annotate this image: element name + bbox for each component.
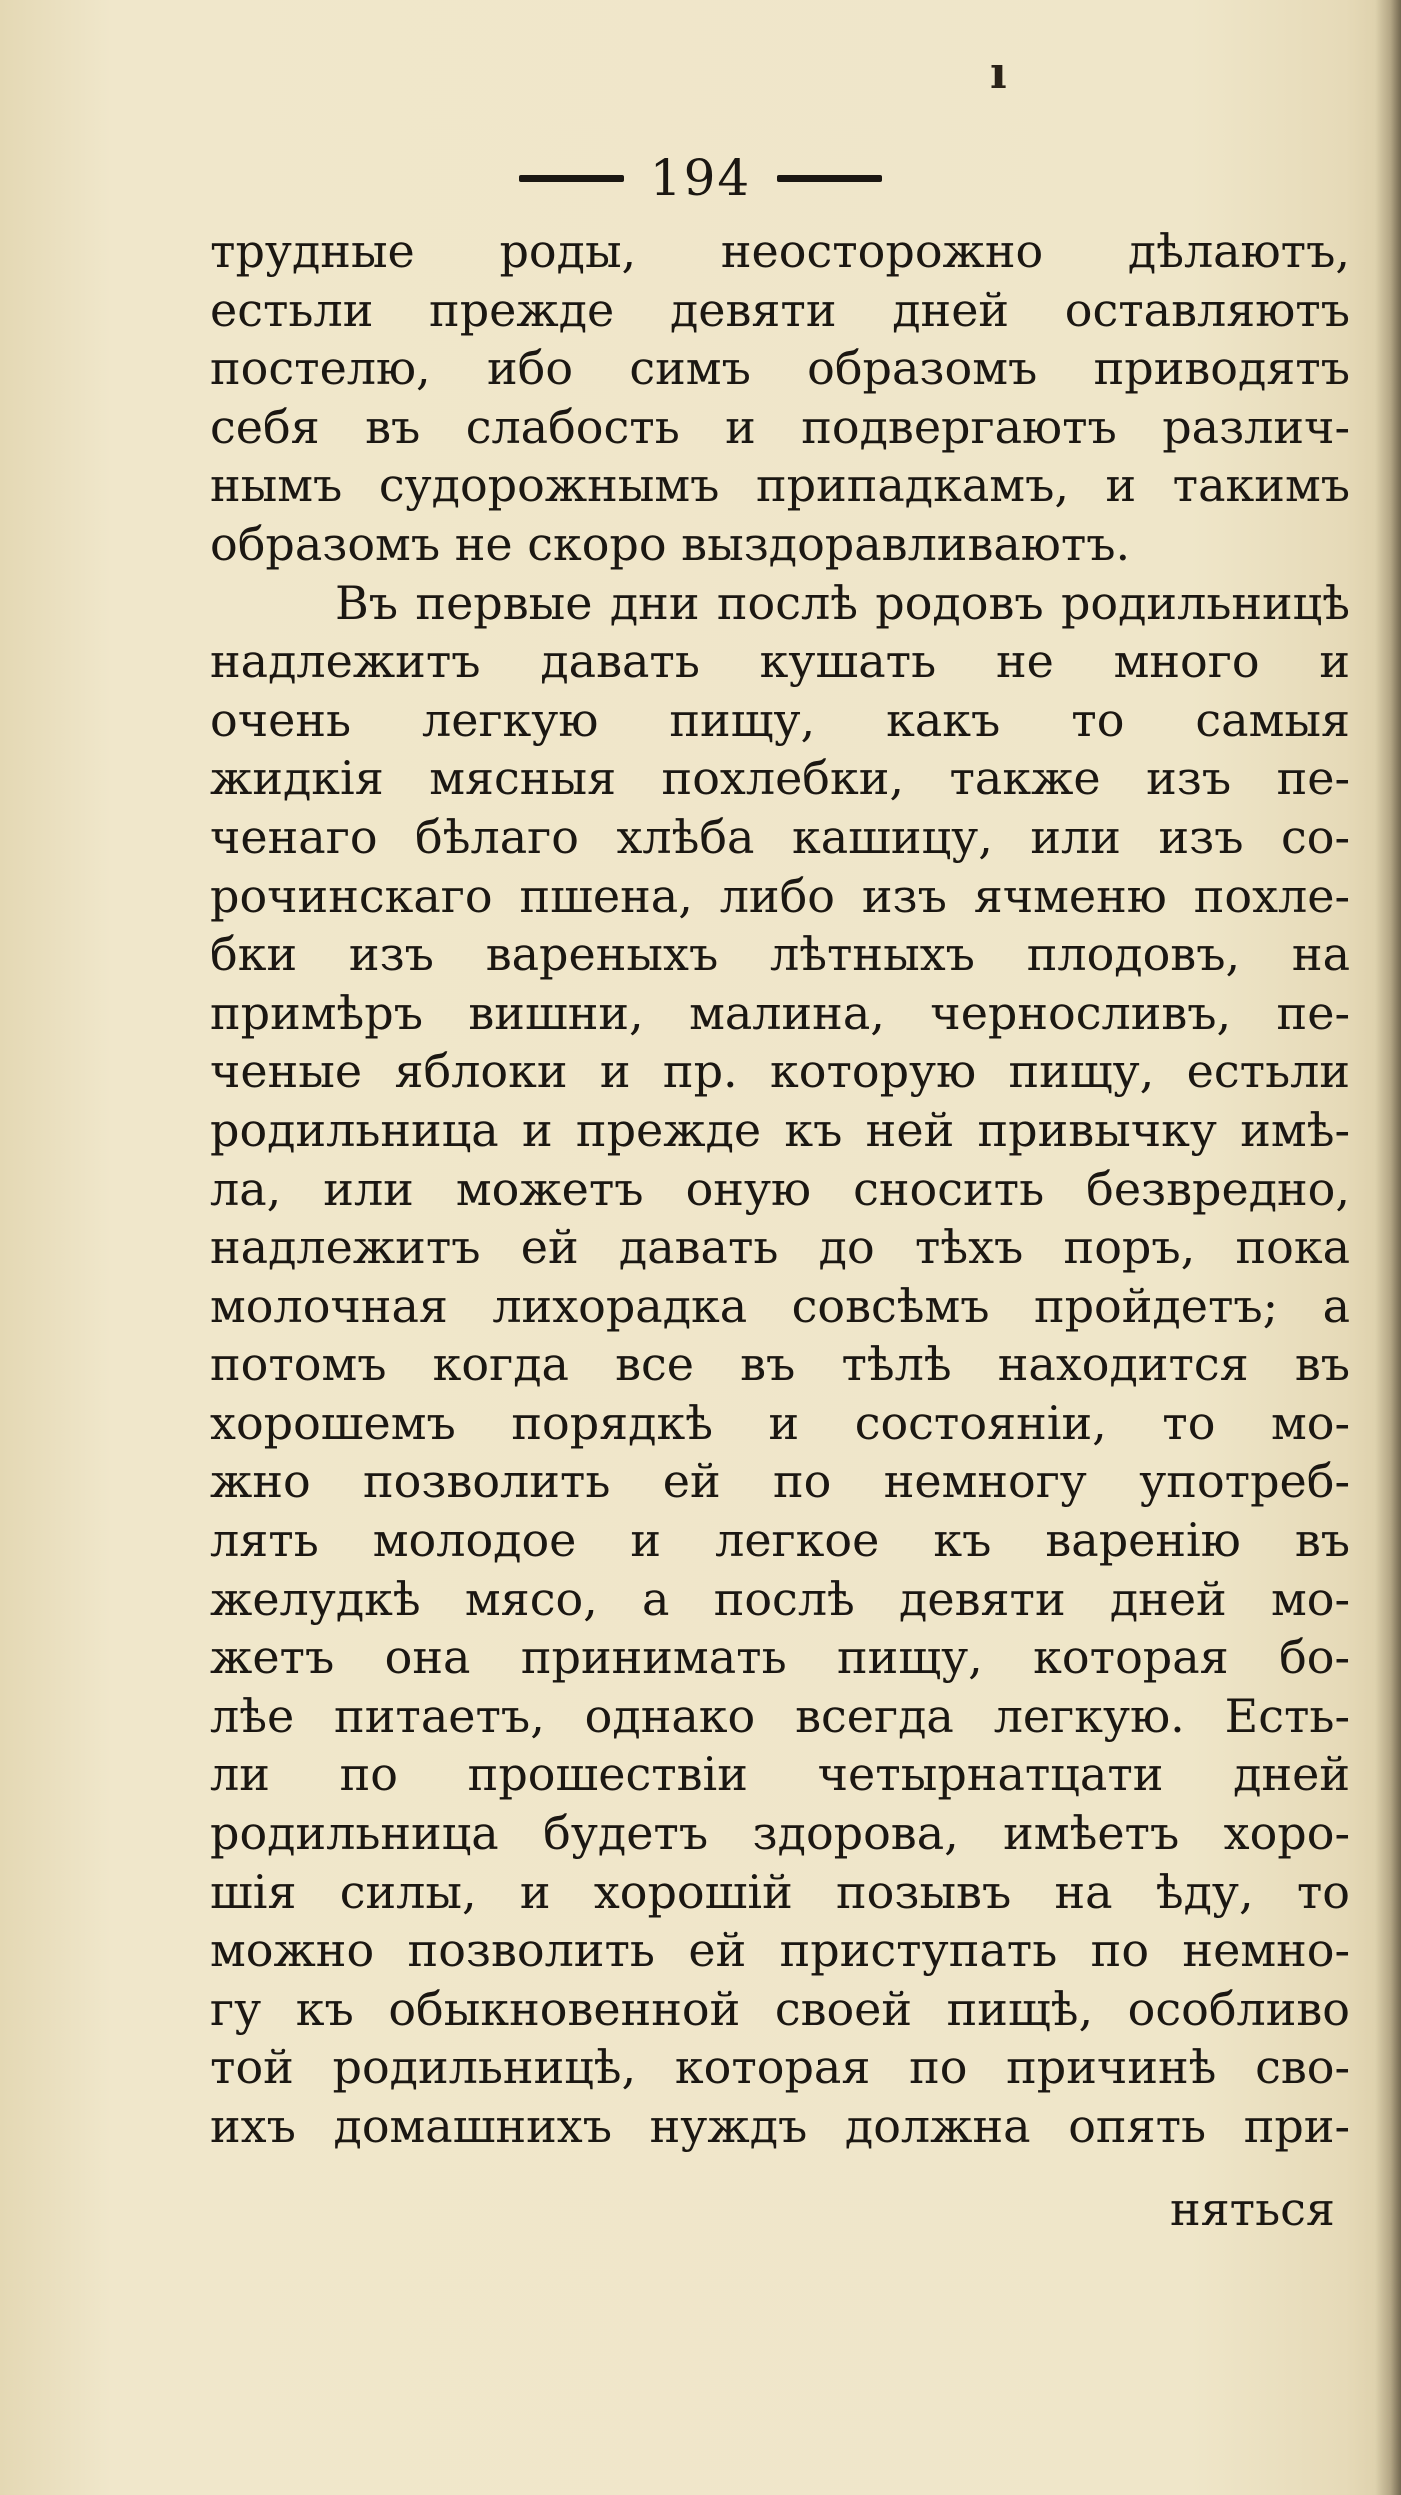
text-line: трудные роды, неосторожно дѣлаютъ, xyxy=(210,224,1350,278)
text-line: надлежитъ давать кушать не много и xyxy=(210,634,1350,689)
text-line: шія силы, и хорошій позывъ на ѣду, то xyxy=(210,1864,1350,1919)
text-line: бки изъ вареныхъ лѣтныхъ плодовъ, на xyxy=(210,927,1350,982)
header-rule-left xyxy=(519,175,624,182)
text-line: себя въ слабость и подвергаютъ различ- xyxy=(210,399,1350,454)
text-line: молочная лихорадка совсѣмъ пройдетъ; а xyxy=(210,1278,1350,1333)
text-line: родильница и прежде къ ней привычку имѣ- xyxy=(210,1102,1350,1157)
page-header xyxy=(0,138,1401,218)
text-line: жетъ она принимать пищу, которая бо- xyxy=(210,1630,1350,1685)
text-line: можно позволить ей приступать по немно- xyxy=(210,1923,1350,1978)
text-line: примѣръ вишни, малина, черносливъ, пе- xyxy=(210,985,1350,1040)
corner-mark: ı xyxy=(990,48,1007,99)
header-rule-right xyxy=(777,175,882,182)
text-line: естьли прежде девяти дней оставляютъ xyxy=(210,282,1350,337)
text-line: лѣе питаетъ, однако всегда легкую. Есть- xyxy=(210,1688,1350,1743)
text-line: ченые яблоки и пр. которую пищу, естьли xyxy=(210,1044,1350,1099)
text-line: жно позволить ей по немногу употреб- xyxy=(210,1454,1350,1509)
text-line: родильница будетъ здорова, имѣетъ хоро- xyxy=(210,1806,1350,1861)
text-line: ченаго бѣлаго хлѣба кашицу, или изъ со- xyxy=(210,809,1350,864)
text-line: потомъ когда все въ тѣлѣ находится въ xyxy=(210,1337,1350,1392)
book-spine-shadow xyxy=(1375,0,1401,2495)
text-line: ла, или можетъ оную сносить безвредно, xyxy=(210,1161,1350,1216)
text-line: хорошемъ порядкѣ и состояніи, то мо- xyxy=(210,1395,1350,1450)
text-line: желудкѣ мясо, а послѣ девяти дней мо- xyxy=(210,1571,1350,1626)
text-line: жидкія мясныя похлебки, также изъ пе- xyxy=(210,751,1350,806)
text-line: надлежитъ ей давать до тѣхъ поръ, пока xyxy=(210,1220,1350,1275)
text-line: нымъ судорожнымъ припадкамъ, и такимъ xyxy=(210,458,1350,513)
page-number: 194 xyxy=(649,149,752,207)
text-line: лять молодое и легкое къ варенію въ xyxy=(210,1513,1350,1568)
text-line: постелю, ибо симъ образомъ приводятъ xyxy=(210,341,1350,396)
body-text xyxy=(210,222,1350,2156)
text-line: образомъ не скоро выздоравливаютъ. xyxy=(210,516,1131,571)
catchword: няться xyxy=(1170,2182,1335,2236)
text-line: рочинскаго пшена, либо изъ ячменю похле- xyxy=(210,868,1350,923)
text-line: ли по прошествіи четырнатцати дней xyxy=(210,1747,1350,1802)
paragraph-start-line: Въ первые дни послѣ родовъ родильницѣ xyxy=(335,575,1350,630)
text-line: очень легкую пищу, какъ то самыя xyxy=(210,692,1350,747)
text-line: той родильницѣ, которая по причинѣ сво- xyxy=(210,2040,1350,2095)
text-line: гу къ обыкновенной своей пищѣ, особливо xyxy=(210,1981,1350,2036)
text-line: ихъ домашнихъ нуждъ должна опять при- xyxy=(210,2099,1350,2153)
